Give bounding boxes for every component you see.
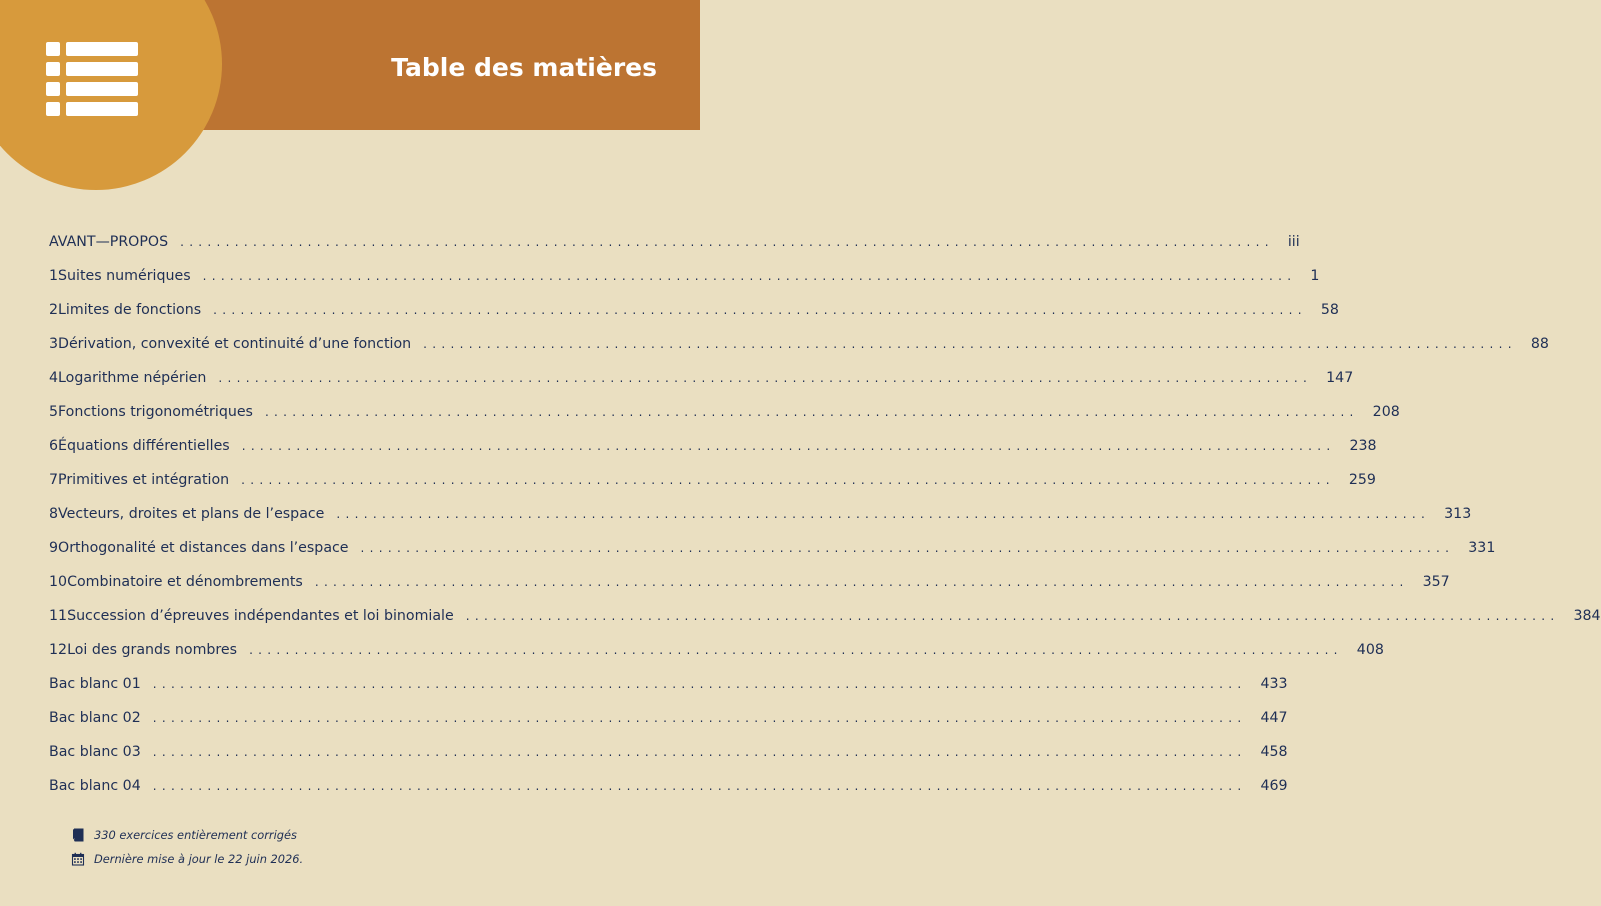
- toc-entry[interactable]: [49, 330, 1549, 364]
- toc-number: 10: [49, 574, 68, 590]
- update-note: [71, 847, 303, 871]
- toc-entry[interactable]: [49, 228, 1300, 262]
- toc-entry[interactable]: [49, 568, 1450, 602]
- toc-entry[interactable]: [49, 670, 1288, 704]
- toc-leader-dots: ........................................................................................................................: [360, 541, 1455, 555]
- toc-leader-dots: ........................................................................................................................: [152, 711, 1247, 725]
- toc-page-number: 331: [1468, 540, 1496, 556]
- toc-page-number: 147: [1326, 370, 1354, 386]
- toc-page-number: 458: [1260, 744, 1288, 760]
- toc-page-number: 1: [1310, 268, 1320, 284]
- toc-label: Combinatoire et dénombrements: [67, 574, 303, 590]
- toc-label: Équations différentielles: [58, 438, 230, 454]
- toc-entry[interactable]: [49, 636, 1384, 670]
- toc-leader-dots: ........................................................................................................................: [314, 575, 1409, 589]
- toc-number: 1: [49, 268, 59, 284]
- toc-entry[interactable]: [49, 432, 1377, 466]
- toc-number: 11: [49, 608, 68, 624]
- toc-page-number: 357: [1422, 574, 1450, 590]
- toc-label: Bac blanc 01: [49, 676, 141, 692]
- toc-number: 9: [49, 540, 59, 556]
- toc-label: Bac blanc 02: [49, 710, 141, 726]
- toc-label: Vecteurs, droites et plans de l’espace: [58, 506, 325, 522]
- toc-label: Suites numériques: [58, 268, 191, 284]
- exercises-text: 330 exercices entièrement corrigés: [94, 828, 297, 842]
- toc-number: 4: [49, 370, 59, 386]
- toc-number: 5: [49, 404, 59, 420]
- toc-leader-dots: ........................................................................................................................: [152, 677, 1247, 691]
- toc-entry[interactable]: [49, 364, 1354, 398]
- toc-leader-dots: ........................................................................................................................: [152, 745, 1247, 759]
- page-title: Table des matières: [391, 53, 657, 82]
- toc-label: AVANT—PROPOS: [49, 234, 169, 250]
- toc-entry[interactable]: [49, 534, 1496, 568]
- toc-label: Fonctions trigonométriques: [58, 404, 253, 420]
- toc-page-number: 238: [1349, 438, 1377, 454]
- toc-page-number: 259: [1348, 472, 1376, 488]
- toc-page-number: 88: [1530, 336, 1549, 352]
- toc-leader-dots: ........................................................................................................................: [241, 439, 1336, 453]
- toc-label: Primitives et intégration: [58, 472, 230, 488]
- toc-leader-dots: ........................................................................................................................: [180, 235, 1274, 249]
- toc-entry[interactable]: [49, 262, 1320, 296]
- exercises-note: [71, 823, 303, 847]
- toc-leader-dots: ........................................................................................................................: [218, 371, 1313, 385]
- toc-label: Limites de fonctions: [58, 302, 202, 318]
- toc-page-number: 313: [1444, 506, 1472, 522]
- toc-page-number: 408: [1356, 642, 1384, 658]
- toc-entry[interactable]: [49, 602, 1601, 636]
- toc-page-number: iii: [1287, 234, 1300, 250]
- toc-number: 3: [49, 336, 59, 352]
- toc-page-number: 433: [1260, 676, 1288, 692]
- toc-leader-dots: ........................................................................................................................: [423, 337, 1517, 351]
- toc-entry[interactable]: [49, 398, 1400, 432]
- toc-leader-dots: ........................................................................................................................: [249, 643, 1343, 657]
- toc-label: Bac blanc 04: [49, 778, 141, 794]
- toc-entry[interactable]: [49, 738, 1288, 772]
- toc-label: Logarithme népérien: [58, 370, 207, 386]
- toc-page-number: 384: [1573, 608, 1601, 624]
- toc-leader-dots: ........................................................................................................................: [241, 473, 1335, 487]
- toc-leader-dots: ........................................................................................................................: [465, 609, 1560, 623]
- toc-entry[interactable]: [49, 466, 1376, 500]
- toc-leader-dots: ........................................................................................................................: [202, 269, 1297, 283]
- toc-entry[interactable]: [49, 772, 1288, 806]
- table-of-contents: [49, 228, 1601, 806]
- calendar-icon: [71, 852, 85, 866]
- toc-label: Bac blanc 03: [49, 744, 141, 760]
- toc-number: 6: [49, 438, 59, 454]
- toc-entry[interactable]: [49, 500, 1472, 534]
- toc-number: 2: [49, 302, 59, 318]
- toc-page-number: 208: [1372, 404, 1400, 420]
- toc-entry[interactable]: [49, 296, 1339, 330]
- toc-label: Loi des grands nombres: [67, 642, 238, 658]
- toc-page-number: 58: [1320, 302, 1339, 318]
- toc-leader-dots: ........................................................................................................................: [264, 405, 1359, 419]
- toc-entry[interactable]: [49, 704, 1288, 738]
- toc-label: Orthogonalité et distances dans l’espace: [58, 540, 349, 556]
- list-icon: [46, 42, 140, 116]
- book-icon: [71, 828, 85, 842]
- toc-number: 12: [49, 642, 68, 658]
- toc-page-number: 469: [1260, 778, 1288, 794]
- toc-label: Succession d’épreuves indépendantes et loi binomiale: [67, 608, 454, 624]
- toc-leader-dots: ........................................................................................................................: [336, 507, 1431, 521]
- toc-page-number: 447: [1260, 710, 1288, 726]
- update-text: Dernière mise à jour le 22 juin 2026.: [94, 852, 304, 866]
- toc-label: Dérivation, convexité et continuité d’une fonction: [58, 336, 412, 352]
- footer-notes: [71, 823, 303, 871]
- toc-number: 8: [49, 506, 59, 522]
- toc-leader-dots: ........................................................................................................................: [152, 779, 1247, 793]
- toc-leader-dots: ........................................................................................................................: [213, 303, 1307, 317]
- toc-number: 7: [49, 472, 59, 488]
